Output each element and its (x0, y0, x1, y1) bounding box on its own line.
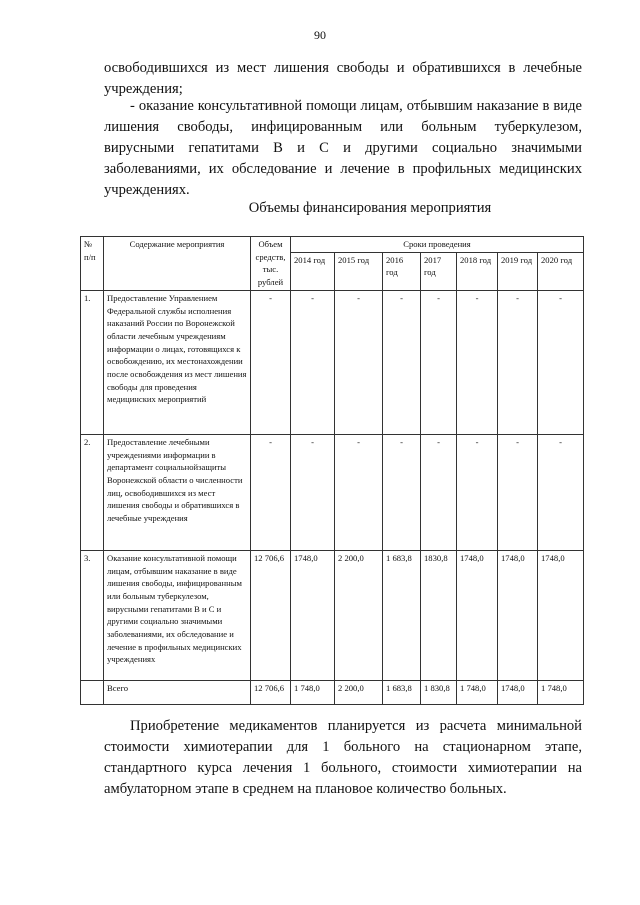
row-content: Предоставление Управлением Федеральной службы исполнения наказаний России по Воронежской области лечебным учреждениям информации о лицах, готовящихся к освобождению, их местонахождении после освобождения из мест лишения свободы для проведения медицинских мероприятий (104, 290, 251, 434)
row-number: 1. (81, 290, 104, 434)
header-content: Содержание мероприятия (104, 237, 251, 291)
row-year-value: - (498, 290, 538, 434)
header-num: № п/п (81, 237, 104, 291)
header-volume: Объем средств, тыс. рублей (251, 237, 291, 291)
total-year-value: 1 830,8 (421, 680, 457, 704)
row-number: 2. (81, 434, 104, 550)
table-row (81, 434, 584, 550)
total-row (81, 680, 584, 704)
header-year: 2017 год (421, 252, 457, 290)
row-year-value: - (538, 434, 584, 550)
row-year-value: - (498, 434, 538, 550)
row-year-value: - (335, 434, 383, 550)
total-label: Всего (104, 680, 251, 704)
row-content: Предоставление лечебными учреждениями информации в департамент социальнойзащиты Воронежской области о численности лиц, освободившихся из мест лишения свободы и обратившихся в лечебные учреждения (104, 434, 251, 550)
row-year-value: - (421, 290, 457, 434)
total-year-value: 1 748,0 (457, 680, 498, 704)
table-title: Объемы финансирования мероприятия (248, 200, 492, 216)
row-content: Оказание консультативной помощи лицам, отбывшим наказание в виде лишения свободы, инфицированным или больным туберкулезом, вирусными гепатитами В и С и другими социально значимыми заболеваниями, их обследование и лечение в профильных медицинских учреждениях (104, 550, 251, 680)
row-year-value: - (421, 434, 457, 550)
row-year-value: - (383, 290, 421, 434)
row-year-value: - (457, 290, 498, 434)
header-year: 2018 год (457, 252, 498, 290)
total-year-value: 2 200,0 (335, 680, 383, 704)
row-year-value: 1830,8 (421, 550, 457, 680)
total-year-value: 1748,0 (498, 680, 538, 704)
row-volume: - (251, 434, 291, 550)
header-year: 2019 год (498, 252, 538, 290)
row-year-value: 1748,0 (457, 550, 498, 680)
intro-paragraph: освободившихся из мест лишения свободы и обратившихся в лечебные учреждения; (104, 60, 582, 97)
header-year: 2015 год (335, 252, 383, 290)
header-year: 2020 год (538, 252, 584, 290)
header-year: 2016 год (383, 252, 421, 290)
row-year-value: 2 200,0 (335, 550, 383, 680)
financing-table (80, 236, 584, 705)
row-year-value: - (383, 434, 421, 550)
row-year-value: - (291, 434, 335, 550)
row-year-value: - (457, 434, 498, 550)
total-year-value: 1 748,0 (291, 680, 335, 704)
header-period: Сроки проведения (291, 237, 584, 253)
table-row (81, 290, 584, 434)
row-year-value: - (538, 290, 584, 434)
row-volume: 12 706,6 (251, 550, 291, 680)
row-year-value: 1748,0 (291, 550, 335, 680)
total-num (81, 680, 104, 704)
page-number: 90 (314, 28, 326, 42)
row-year-value: 1748,0 (498, 550, 538, 680)
header-year: 2014 год (291, 252, 335, 290)
intro-bullet: - оказание консультативной помощи лицам, отбывшим наказание в виде лишения свободы, инфицированным или больным туберкулезом, вирусными гепатитами В и С и другими социально значимыми заболеваниями, их обследование и лечение в профильных медицинских учреждениях. (104, 98, 582, 198)
row-year-value: - (291, 290, 335, 434)
row-volume: - (251, 290, 291, 434)
total-year-value: 1 748,0 (538, 680, 584, 704)
table-row (81, 550, 584, 680)
row-year-value: 1 683,8 (383, 550, 421, 680)
row-number: 3. (81, 550, 104, 680)
total-year-value: 1 683,8 (383, 680, 421, 704)
row-year-value: - (335, 290, 383, 434)
closing-paragraph: Приобретение медикаментов планируется из расчета минимальной стоимости химиотерапии для 1 больного на стационарном этапе, стандартного курса лечения 1 больного, стоимости химиотерапии на амбулаторном этапе в среднем на плановое количество больных. (104, 718, 582, 797)
total-volume: 12 706,6 (251, 680, 291, 704)
row-year-value: 1748,0 (538, 550, 584, 680)
